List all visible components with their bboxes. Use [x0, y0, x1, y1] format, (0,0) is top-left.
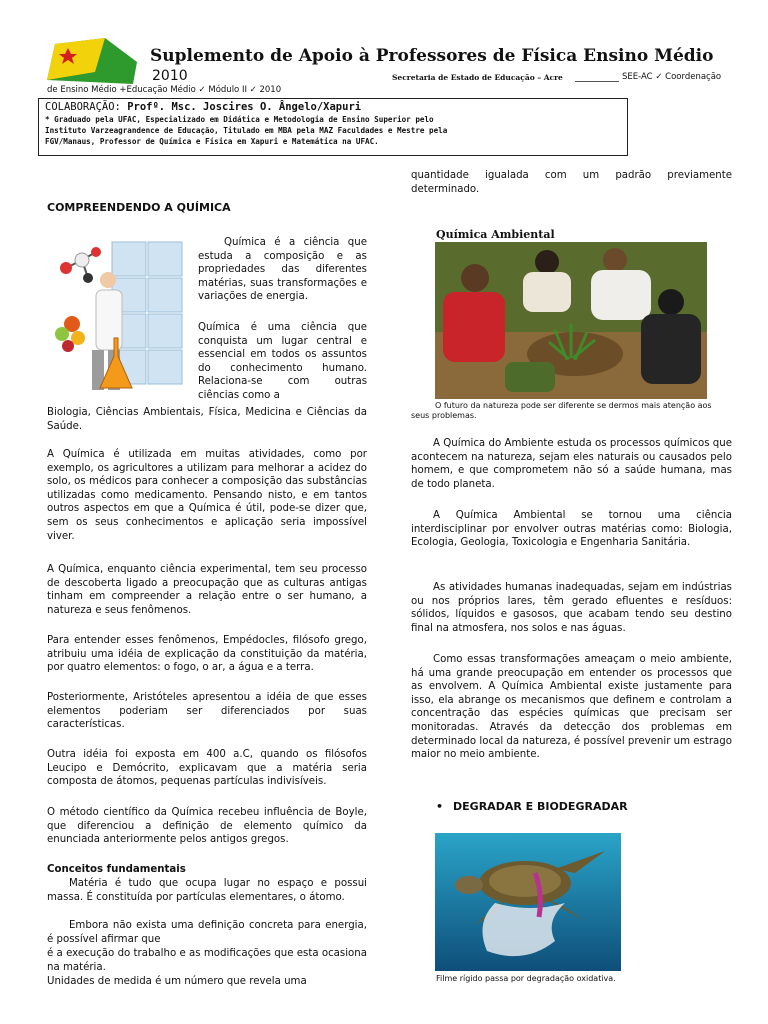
- colaboracao-box: [38, 98, 628, 156]
- photo-caption-ambiental: O futuro da natureza pode ser diferente se dermos mais atenção aos seus problemas.: [411, 401, 712, 420]
- bio-line: FGV/Manaus, Professor de Química e Física em Xapuri e Matemática na UFAC.: [45, 137, 379, 146]
- conceito-energia-continued: é a execução do trabalho e as modificações que esta ocasiona na matéria.: [47, 948, 367, 973]
- section-heading-ambiental: Química Ambiental: [436, 228, 555, 241]
- paragraph-interdisciplinar: A Química Ambiental se tornou uma ciência interdisciplinar por envolver outras matérias como: Biologia, Ecologia, Geologia, Toxicologia e Engenharia Sanitária.: [411, 510, 732, 549]
- intro-paragraph-2-continued: Biologia, Ciências Ambientais, Física, Medicina e Ciências da Saúde.: [47, 407, 367, 432]
- acre-flag-logo: [45, 36, 141, 86]
- intro-paragraph-1: Química é a ciência que estuda a composição e as propriedades das diferentes matérias, suas transformações e variações de energia.: [198, 237, 367, 303]
- section-heading-quimica: COMPREENDENDO A QUÍMICA: [47, 201, 231, 214]
- paragraph-continued: quantidade igualada com um padrão previamente determinado.: [411, 170, 732, 195]
- paragraph-experimental: A Química, enquanto ciência experimental, tem seu processo de descoberta ligado a preocupação que as culturas antigas tinham em compreender a relação entre o ser humano, a natureza e seus fenômenos.: [47, 564, 367, 616]
- chemistry-illustration: [52, 238, 192, 404]
- conceito-unidades: Unidades de medida é um número que revela uma: [47, 976, 307, 987]
- conceito-materia: Matéria é tudo que ocupa lugar no espaço e possui massa. É constituída por partículas elementares, o átomo.: [47, 878, 367, 903]
- document-year: 2010: [152, 68, 188, 84]
- paragraph-atividades-humanas: As atividades humanas inadequadas, sejam em indústrias ou nos próprios lares, têm gerado efluentes e resíduos: sólidos, líquidos e gasosos, que acabam tendo seu destino final na atmosfera, nos solos e nas águas.: [411, 582, 732, 634]
- seeac-label: SEE-AC ✓ Coordenação: [622, 72, 722, 82]
- colaboracao-heading: [45, 101, 621, 113]
- paragraph-democrito: Outra idéia foi exposta em 400 a.C, quando os filósofos Leucipo e Demócrito, explicavam que a matéria seria composta de átomos, pequenas partículas indivisíveis.: [47, 749, 367, 788]
- conceito-energia: Embora não exista uma definição concreta para energia, é possível afirmar que: [47, 920, 367, 945]
- module-line: de Ensino Médio +Educação Médio ✓ Módulo II ✓ 2010: [47, 85, 282, 95]
- bullet-icon: •: [436, 800, 444, 813]
- bullet-heading-label: DEGRADAR E BIODEGRADAR: [453, 800, 628, 813]
- photo-caption-degradacao: Filme rígido passa por degradação oxidativa.: [436, 974, 616, 983]
- bio-line: Instituto Varzeagrandence de Educação, Titulado em MBA pela MAZ Faculdades e Mestre pela: [45, 126, 448, 135]
- document-title: Suplemento de Apoio à Professores de Física Ensino Médio: [150, 46, 714, 66]
- paragraph-empedocles: Para entender esses fenômenos, Empédocles, filósofo grego, atribuiu uma idéia de explicação da constituição da matéria, por quatro elementos: o fogo, o ar, a água e a terra.: [47, 635, 367, 674]
- paragraph-aristoteles: Posteriormente, Aristóteles apresentou a idéia de que esses elementos poderiam ser diferenciados por suas características.: [47, 692, 367, 731]
- intro-paragraph-2: Química é uma ciência que conquista um lugar central e essencial em todos os assuntos do conhecimento humano. Relaciona-se com outras ciências como a: [198, 322, 367, 401]
- bio-line: * Graduado pela UFAC, Especializado em Didática e Metodologia de Ensino Superior pelo: [45, 115, 434, 124]
- header-rule: [575, 81, 619, 82]
- turtle-plastic-photo: [435, 833, 621, 971]
- conceitos-heading: Conceitos fundamentais: [47, 864, 186, 875]
- secretaria-label: Secretaria de Estado de Educação – Acre: [392, 73, 563, 82]
- bullet-heading-degradar: [436, 800, 628, 813]
- paragraph-quimica-ambiente: A Química do Ambiente estuda os processos químicos que acontecem na natureza, sejam eles naturais ou causados pelo homem, e que comprometem não só a saúde humana, mas de todo planeta.: [411, 438, 732, 490]
- colaboracao-bio: [45, 114, 621, 147]
- people-planting-photo: [435, 242, 707, 399]
- paragraph-usos: A Química é utilizada em muitas atividades, como por exemplo, os agricultores a utilizam para melhorar a acidez do solo, os médicos para conhecer a composição das substâncias utilizadas como medicamento. Pensando nisto, e em tantos outros aspectos em que a Química é útil, pode-se dizer que, sem os seus conhecimentos e aplicação seria impossível viver.: [47, 449, 367, 542]
- colaborador-name: Profº. Msc. Joscires O. Ângelo/Xapuri: [127, 101, 362, 113]
- paragraph-transformacoes: Como essas transformações ameaçam o meio ambiente, há uma grande preocupação em entender os processos que as envolvem. A Química Ambiental existe justamente para isso, ela abrange os mecanismos que definem e controlam a concentração das espécies químicas que precisam ser monitoradas. Através da detecção dos problemas em determinado local da natureza, é possível prevenir um estrago maior no meio ambiente.: [411, 654, 732, 761]
- colaboracao-label: COLABORAÇÃO:: [45, 101, 121, 113]
- paragraph-boyle: O método científico da Química recebeu influência de Boyle, que diferenciou a definição de elemento químico da enunciada anteriormente pelos antigos gregos.: [47, 807, 367, 846]
